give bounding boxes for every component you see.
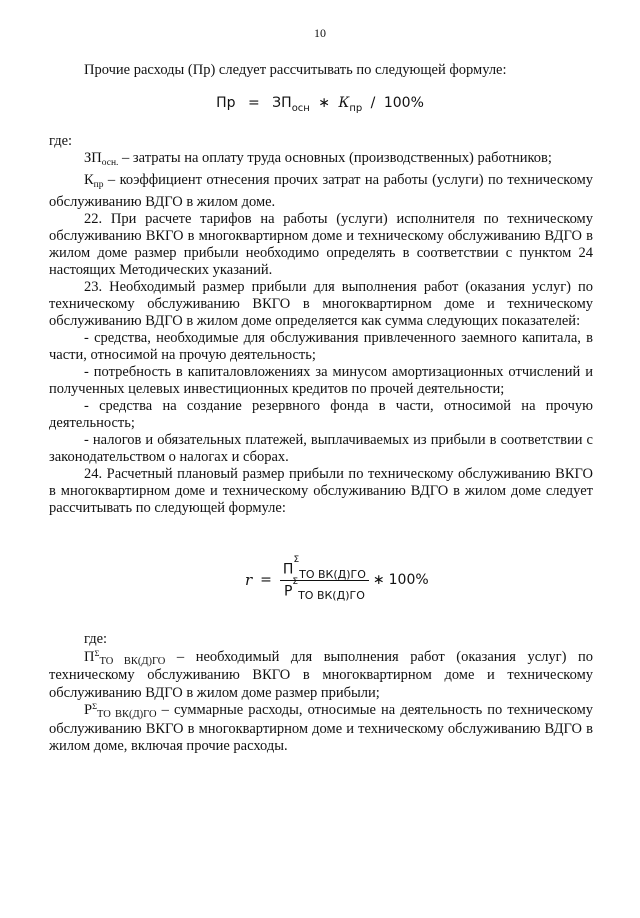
list-item: - средства, необходимые для обслуживания привлеченного заемного капитала, в части, относимой на прочую деятельность; [49,330,593,363]
definition-profit [49,649,593,703]
formula1-term1-sub: осн [291,103,310,114]
def-kpr-symbol: К [84,172,94,188]
formula1-equals: = [247,95,260,111]
list-item: - средства на создание резервного фонда в части, относимой на прочую деятельность; [49,398,593,431]
formula1-term2: К [338,95,350,111]
def-p-sigma: Σ [94,647,100,658]
formula2-den-sigma: Σ [292,576,299,587]
def-kpr-sub: пр [93,180,104,190]
def-r-sigma: Σ [92,701,98,711]
formula2-equals: = [260,572,272,588]
formula1-term1: ЗП [272,95,292,111]
formula1-times: ∗ [318,95,331,111]
def-r-sub: ТО ВК(Д)ГО [97,709,157,720]
list-item: - потребность в капиталовложениях за минусом амортизационных отчислений и полученных целевых инвестиционных кредитов по прочей деятельности; [49,364,593,397]
body-text-top [49,133,593,517]
formula2-num-symbol: П [282,561,294,578]
formula2-lhs: r [245,571,253,589]
formula1-term2-sub: пр [349,103,363,114]
definition-zp [49,150,593,172]
formula1-divide: / [370,95,376,111]
def-p-symbol: П [84,648,95,665]
formula2-den-symbol: Р [283,583,293,600]
where-label-2: где: [84,631,108,647]
paragraph-22: 22. При расчете тарифов на работы (услуги) исполнителя по техническому обслуживанию ВКГО в многоквартирном доме и техническому обслуживанию ВДГО в жилом доме размер прибыли необходимо определять в соответствии с пунктом 24 настоящих Методических указаний. [49,211,593,278]
paragraph-23: 23. Необходимый размер прибыли для выполнения работ (оказания услуг) по техническому обслуживанию ВКГО в многоквартирном доме и техническому обслуживанию ВДГО в жилом доме определяется как сумма следующих показателей: [49,279,593,329]
formula-profit [245,552,429,608]
def-r-text: – суммарные расходы, относимые на деятельность по техническому обслуживанию ВКГО в многоквартирном доме и техническому обслуживанию ВДГО в жилом доме, включая прочие расходы. [49,702,593,754]
def-p-text: – необходимый для выполнения работ (оказания услуг) по техническому обслуживанию ВКГО в многоквартирном доме и техническому обслуживанию ВДГО в жилом доме размер прибыли; [49,648,593,701]
formula2-den-sub: ТО ВК(Д)ГО [298,589,365,603]
intro-paragraph: Прочие расходы (Пр) следует рассчитывать по следующей формуле: [84,62,507,78]
def-zp-symbol: ЗП [84,150,102,166]
definition-expenses [49,702,593,756]
definition-kpr [49,172,593,211]
formula2-num-sub: ТО ВК(Д)ГО [299,567,366,581]
page-number: 10 [314,26,326,40]
formula2-fraction [280,554,369,603]
def-r-symbol: Р [84,702,93,718]
def-kpr-text: – коэффициент отнесения прочих затрат на работы (услуги) по техническому обслуживанию ВДГО в жилом доме. [49,172,593,210]
def-zp-text: – затраты на оплату труда основных (производственных) работников; [118,150,552,166]
formula2-times: ∗ [372,572,385,588]
formula-other-expenses [0,95,640,114]
def-p-sub: ТО ВК(Д)ГО [99,655,166,667]
formula2-percent: 100% [388,572,429,588]
list-item: - налогов и обязательных платежей, выплачиваемых из прибыли в соответствии с законодательством о налогах и сборах. [49,432,593,465]
formula2-num-sigma: Σ [293,554,300,565]
where-label-1: где: [49,133,73,149]
formula2-denominator [281,576,368,603]
formula1-lhs: Пр [216,95,236,111]
formula1-percent: 100% [383,95,424,111]
body-text-bottom [49,631,593,756]
def-zp-sub: осн. [101,158,119,168]
paragraph-24: 24. Расчетный плановый размер прибыли по техническому обслуживанию ВКГО в многоквартирном доме и техническому обслуживанию ВДГО в жилом доме следует рассчитывать по следующей формуле: [49,466,593,516]
